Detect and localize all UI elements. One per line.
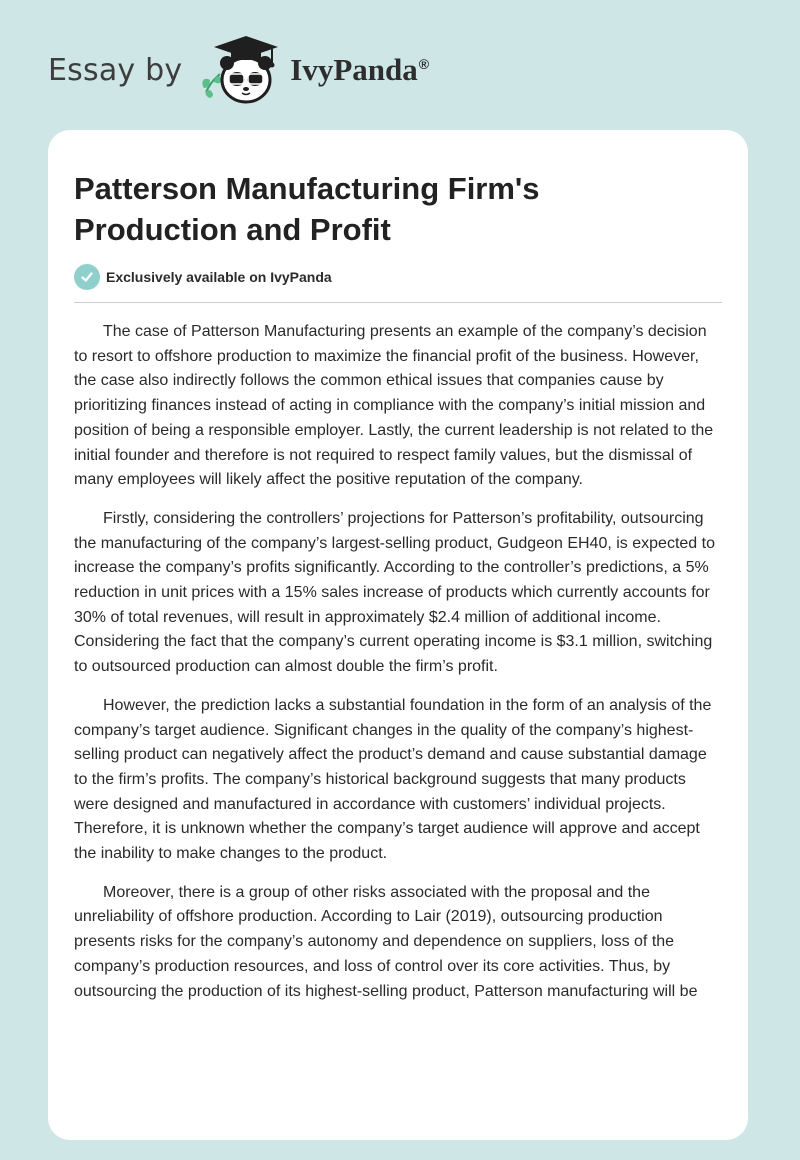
exclusive-label: Exclusively available on IvyPanda xyxy=(106,269,332,285)
essay-paragraph-2: Firstly, considering the controllers’ projections for Patterson’s profitability, outsourcing the manufacturing of the company’s largest-selling product, Gudgeon EH40, is expected to increase the company’s profits significantly. According to the controller’s predictions, a 5% reduction in unit prices with a 15% sales increase of products which currently accounts for 30% of total revenues, will result in approximately $2.4 million of additional income. Considering the fact that the company’s current operating income is $3.1 million, switching to outsourced production can almost double the firm’s profit. xyxy=(74,509,715,676)
divider xyxy=(74,302,722,303)
registered-mark: ® xyxy=(418,55,430,72)
brand-name[interactable] xyxy=(290,52,429,88)
essay-title: Patterson Manufacturing Firm's Production and Profit xyxy=(74,171,540,247)
panda-graduation-cap-logo-icon[interactable] xyxy=(198,30,284,110)
exclusive-badge xyxy=(74,264,332,290)
essay-card xyxy=(48,130,748,1140)
brand-name-text: IvyPanda xyxy=(290,52,418,87)
essay-by-label: Essay by xyxy=(48,52,183,88)
check-circle-icon xyxy=(74,264,100,290)
site-header xyxy=(48,30,429,110)
essay-paragraph-3: However, the prediction lacks a substantial foundation in the form of an analysis of the company’s target audience. Significant changes in the quality of the company’s highest-selling product can negatively affect the product’s demand and cause substantial damage to the firm’s profits. The company’s historical background suggests that many products were designed and manufactured in accordance with customers’ individual projects. Therefore, it is unknown whether the company’s target audience will approve and accept the inability to make changes to the product. xyxy=(74,696,712,863)
essay-paragraph-1: The case of Patterson Manufacturing presents an example of the company’s decision to resort to offshore production to maximize the financial profit of the business. However, the case also indirectly follows the common ethical issues that companies cause by prioritizing finances instead of acting in compliance with the company’s initial mission and position of being a responsible employer. Lastly, the current leadership is not related to the initial founder and therefore is not required to respect family values, but the dismissal of many employees will likely affect the positive reputation of the company. xyxy=(74,323,714,489)
essay-body xyxy=(74,320,722,1018)
essay-paragraph-4: Moreover, there is a group of other risks associated with the proposal and the unreliability of offshore production. According to Lair (2019), outsourcing production presents risks for the company’s autonomy and dependence on suppliers, loss of the company’s production resources, and loss of control over its core activities. Thus, by outsourcing the production of its highest-selling product, Patterson manufacturing will be xyxy=(74,883,698,1000)
